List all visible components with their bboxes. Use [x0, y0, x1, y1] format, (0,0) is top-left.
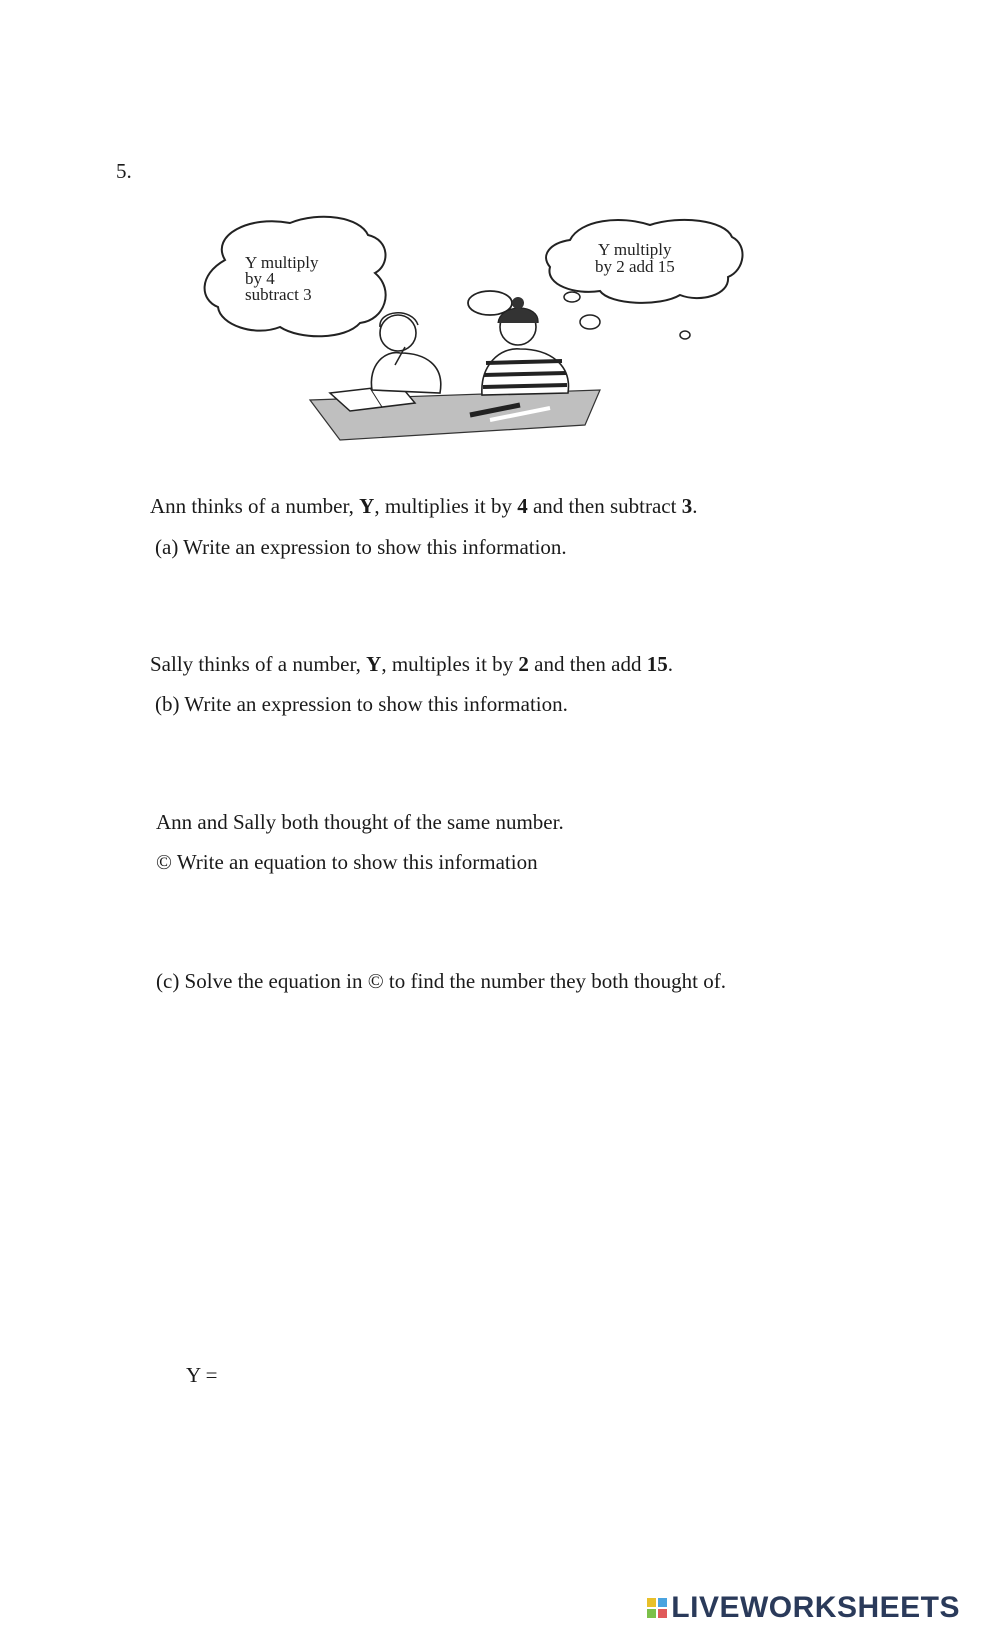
left-thought-cloud: [205, 217, 386, 337]
question-number: 5.: [116, 159, 132, 183]
ann-statement: Ann thinks of a number, Y, multiplies it by 4 and then subtract 3.: [150, 494, 698, 518]
part-c1-prompt: © Write an equation to show this information: [156, 850, 538, 874]
part-c2-prompt: (c) Solve the equation in © to find the number they both thought of.: [156, 969, 727, 993]
both-statement: Ann and Sally both thought of the same number.: [156, 810, 564, 834]
right-bubble-line-1: Y multiply: [598, 240, 672, 259]
brand-name: LIVEWORKSHEETS: [671, 1591, 960, 1624]
sally-statement: Sally thinks of a number, Y, multiples it by 2 and then add 15.: [150, 652, 673, 676]
left-bubble-line-2: by 4: [245, 269, 275, 288]
part-a-prompt: (a) Write an expression to show this information.: [155, 535, 567, 559]
thought-bubbles-illustration: [200, 215, 780, 465]
logo-icon: [647, 1598, 667, 1618]
part-b-prompt: (b) Write an expression to show this information.: [155, 692, 568, 716]
left-bubble-line-3: subtract 3: [245, 285, 312, 304]
right-bubble-line-2: by 2 add 15: [595, 257, 675, 276]
answer-label: Y =: [186, 1363, 218, 1387]
left-bubble-line-1: Y multiply: [245, 253, 319, 272]
liveworksheets-logo: [647, 1591, 960, 1625]
